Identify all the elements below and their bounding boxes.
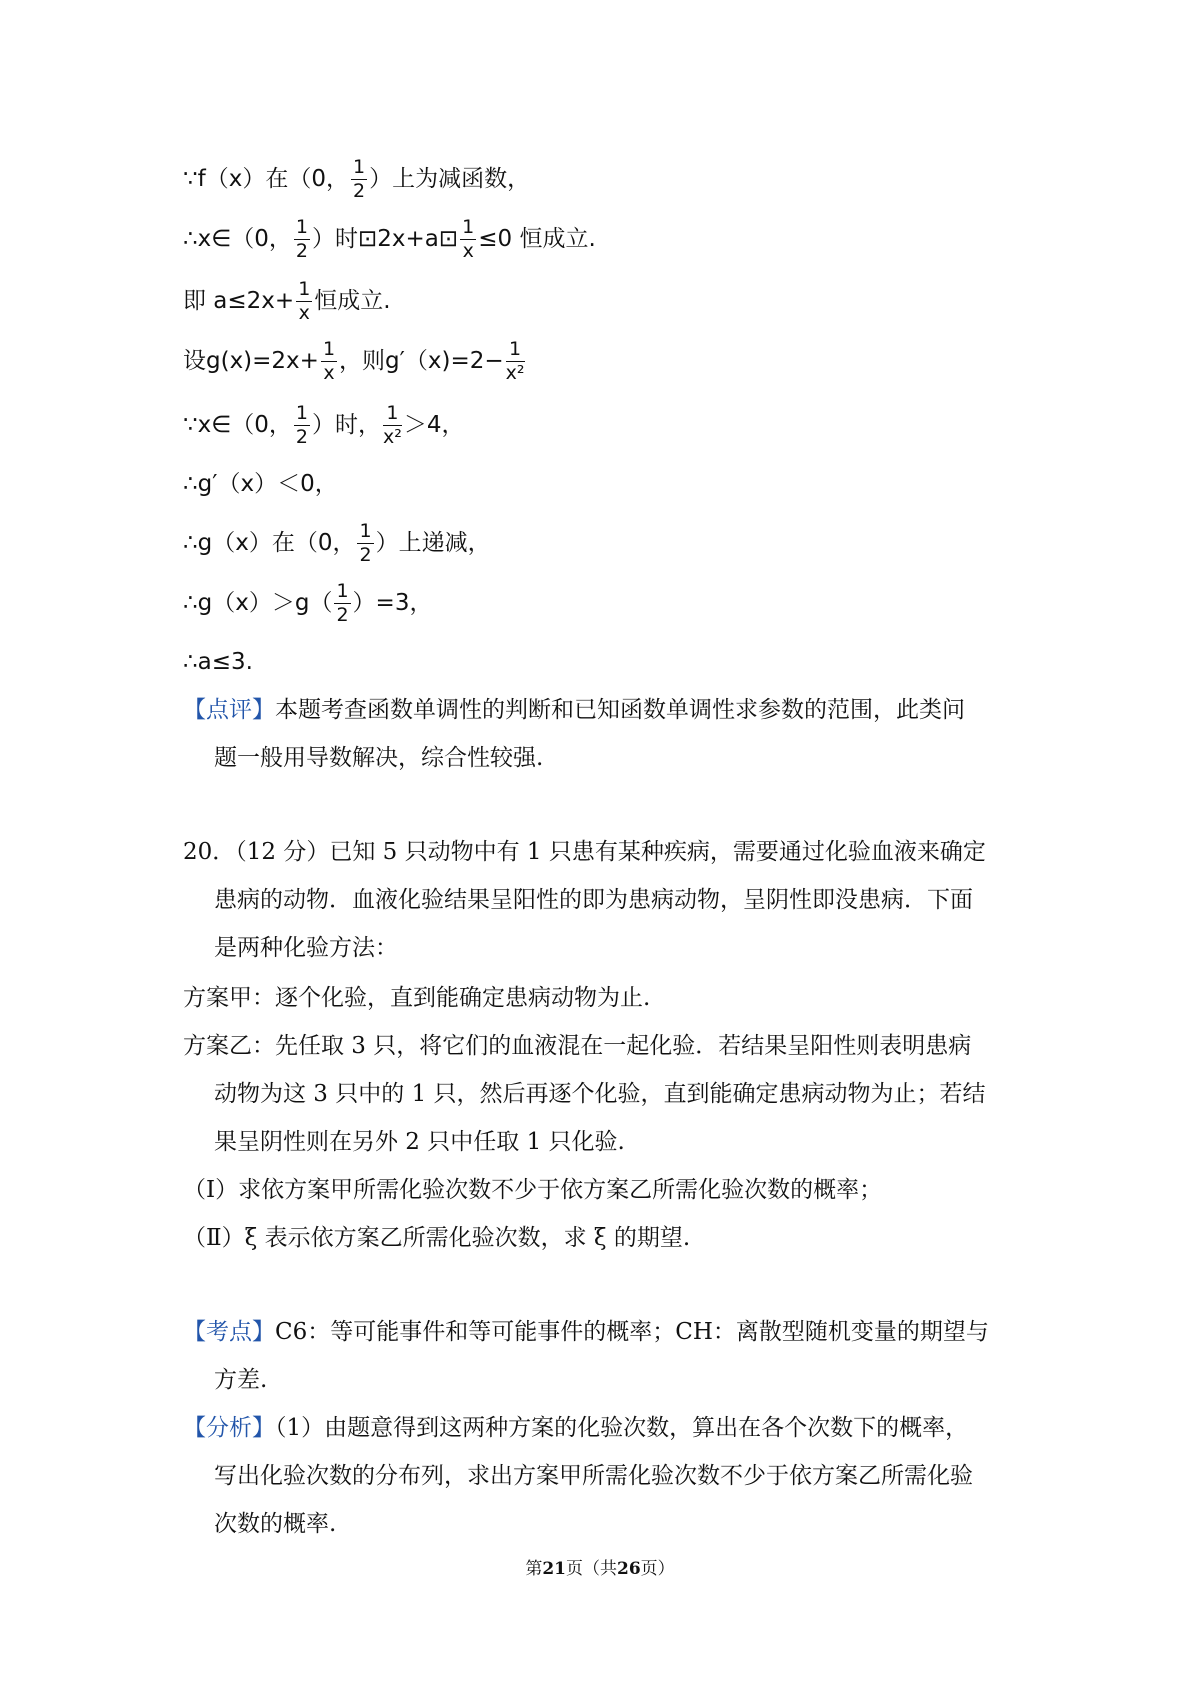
solution-line-2 <box>183 218 596 261</box>
text: ∵x∈（0， <box>183 412 292 438</box>
text: ）时⊡2x+a⊡ <box>312 226 459 252</box>
solution-line-5 <box>183 404 465 447</box>
page-number: 21 <box>542 1559 566 1579</box>
fraction <box>383 404 402 447</box>
denominator: x² <box>383 426 402 448</box>
denominator: x <box>462 240 474 262</box>
fraction <box>506 340 525 383</box>
text: ，则g′（x)=2− <box>339 348 504 374</box>
denominator: x² <box>505 362 525 384</box>
text: 恒成立. <box>314 288 391 314</box>
denominator: 2 <box>359 544 372 566</box>
problem-20-line-3: 是两种化验方法： <box>214 935 398 961</box>
review-text: 本题考查函数单调性的判断和已知函数单调性求参数的范围，此类问 <box>275 697 965 723</box>
denominator: 2 <box>295 240 309 262</box>
plan-b-line-3: 果呈阴性则在另外 2 只中任取 1 只化验. <box>214 1129 625 1155</box>
fraction <box>334 582 350 625</box>
plan-a: 方案甲：逐个化验，直到能确定患病动物为止. <box>183 985 651 1011</box>
problem-20-line-1: 20．（12 分）已知 5 只动物中有 1 只患有某种疾病，需要通过化验血液来确定 <box>183 839 986 865</box>
footer-text: 页（共 <box>566 1559 617 1579</box>
kaodian-line-2: 方差. <box>214 1367 268 1393</box>
text: ＞4， <box>403 412 465 438</box>
solution-line-7 <box>183 522 491 565</box>
numerator: 1 <box>359 520 372 542</box>
text: ）上递减， <box>375 530 491 556</box>
fenxi-text: （1）由题意得到这两种方案的化验次数，算出在各个次数下的概率， <box>275 1415 969 1441</box>
solution-line-1 <box>183 158 530 201</box>
plan-b-line-1: 方案乙：先任取 3 只，将它们的血液混在一起化验．若结果呈阳性则表明患病 <box>183 1033 972 1059</box>
problem-20-line-2: 患病的动物．血液化验结果呈阳性的即为患病动物，呈阴性即没患病．下面 <box>214 887 973 913</box>
text: ）时， <box>312 412 382 438</box>
fraction <box>321 340 337 383</box>
solution-line-9: ∴a≤3. <box>183 649 253 675</box>
numerator: 1 <box>322 338 336 360</box>
denominator: 2 <box>336 604 349 626</box>
kaodian-text: C6：等可能事件和等可能事件的概率；CH：离散型随机变量的期望与 <box>275 1319 989 1345</box>
text: 即 a≤2x+ <box>183 288 295 314</box>
text: ∴x∈（0， <box>183 226 292 252</box>
footer-text: 第 <box>525 1559 543 1579</box>
fraction <box>294 218 310 261</box>
review-line-1 <box>183 694 965 726</box>
numerator: 1 <box>383 404 402 426</box>
review-line-2: 题一般用导数解决，综合性较强. <box>214 745 544 771</box>
fraction <box>294 404 310 447</box>
text: ）上为减函数， <box>369 166 531 192</box>
question-2: （Ⅱ）ξ 表示依方案乙所需化验次数，求 ξ 的期望. <box>183 1225 691 1251</box>
question-1: （Ⅰ）求依方案甲所需化验次数不少于依方案乙所需化验次数的概率； <box>183 1177 883 1203</box>
text: ∴g（x）＞g（ <box>183 590 333 616</box>
solution-line-4 <box>183 340 527 383</box>
fenxi-tag: 【分析】 <box>183 1415 275 1441</box>
fraction <box>351 158 367 201</box>
numerator: 1 <box>336 580 349 602</box>
numerator: 1 <box>462 216 475 238</box>
solution-line-6: ∴g′（x）＜0， <box>183 471 338 497</box>
page-footer <box>0 1554 1200 1579</box>
numerator: 1 <box>298 278 311 300</box>
review-tag: 【点评】 <box>183 697 275 723</box>
fraction <box>357 522 373 565</box>
footer-text: 页） <box>640 1559 675 1579</box>
fraction <box>296 280 312 323</box>
kaodian-tag: 【考点】 <box>183 1319 275 1345</box>
denominator: 2 <box>295 426 309 448</box>
plan-b-line-2: 动物为这 3 只中的 1 只，然后再逐个化验，直到能确定患病动物为止；若结 <box>214 1081 986 1107</box>
solution-line-8 <box>183 582 432 625</box>
fraction <box>460 218 476 261</box>
total-pages: 26 <box>617 1559 641 1579</box>
fenxi-line-3: 次数的概率. <box>214 1511 337 1537</box>
denominator: x <box>323 362 335 384</box>
denominator: x <box>298 302 310 324</box>
denominator: 2 <box>352 180 366 202</box>
kaodian-line-1 <box>183 1316 989 1348</box>
text: ∵f（x）在（0， <box>183 166 349 192</box>
text: 设g(x)=2x+ <box>183 348 319 374</box>
fenxi-line-1 <box>183 1412 968 1444</box>
text: ）=3， <box>352 590 433 616</box>
numerator: 1 <box>295 402 309 424</box>
numerator: 1 <box>352 156 366 178</box>
numerator: 1 <box>295 216 309 238</box>
fenxi-line-2: 写出化验次数的分布列，求出方案甲所需化验次数不少于依方案乙所需化验 <box>214 1463 973 1489</box>
numerator: 1 <box>506 340 525 362</box>
text: ≤0 恒成立. <box>478 226 596 252</box>
solution-line-3 <box>183 280 391 323</box>
text: ∴g（x）在（0， <box>183 530 356 556</box>
